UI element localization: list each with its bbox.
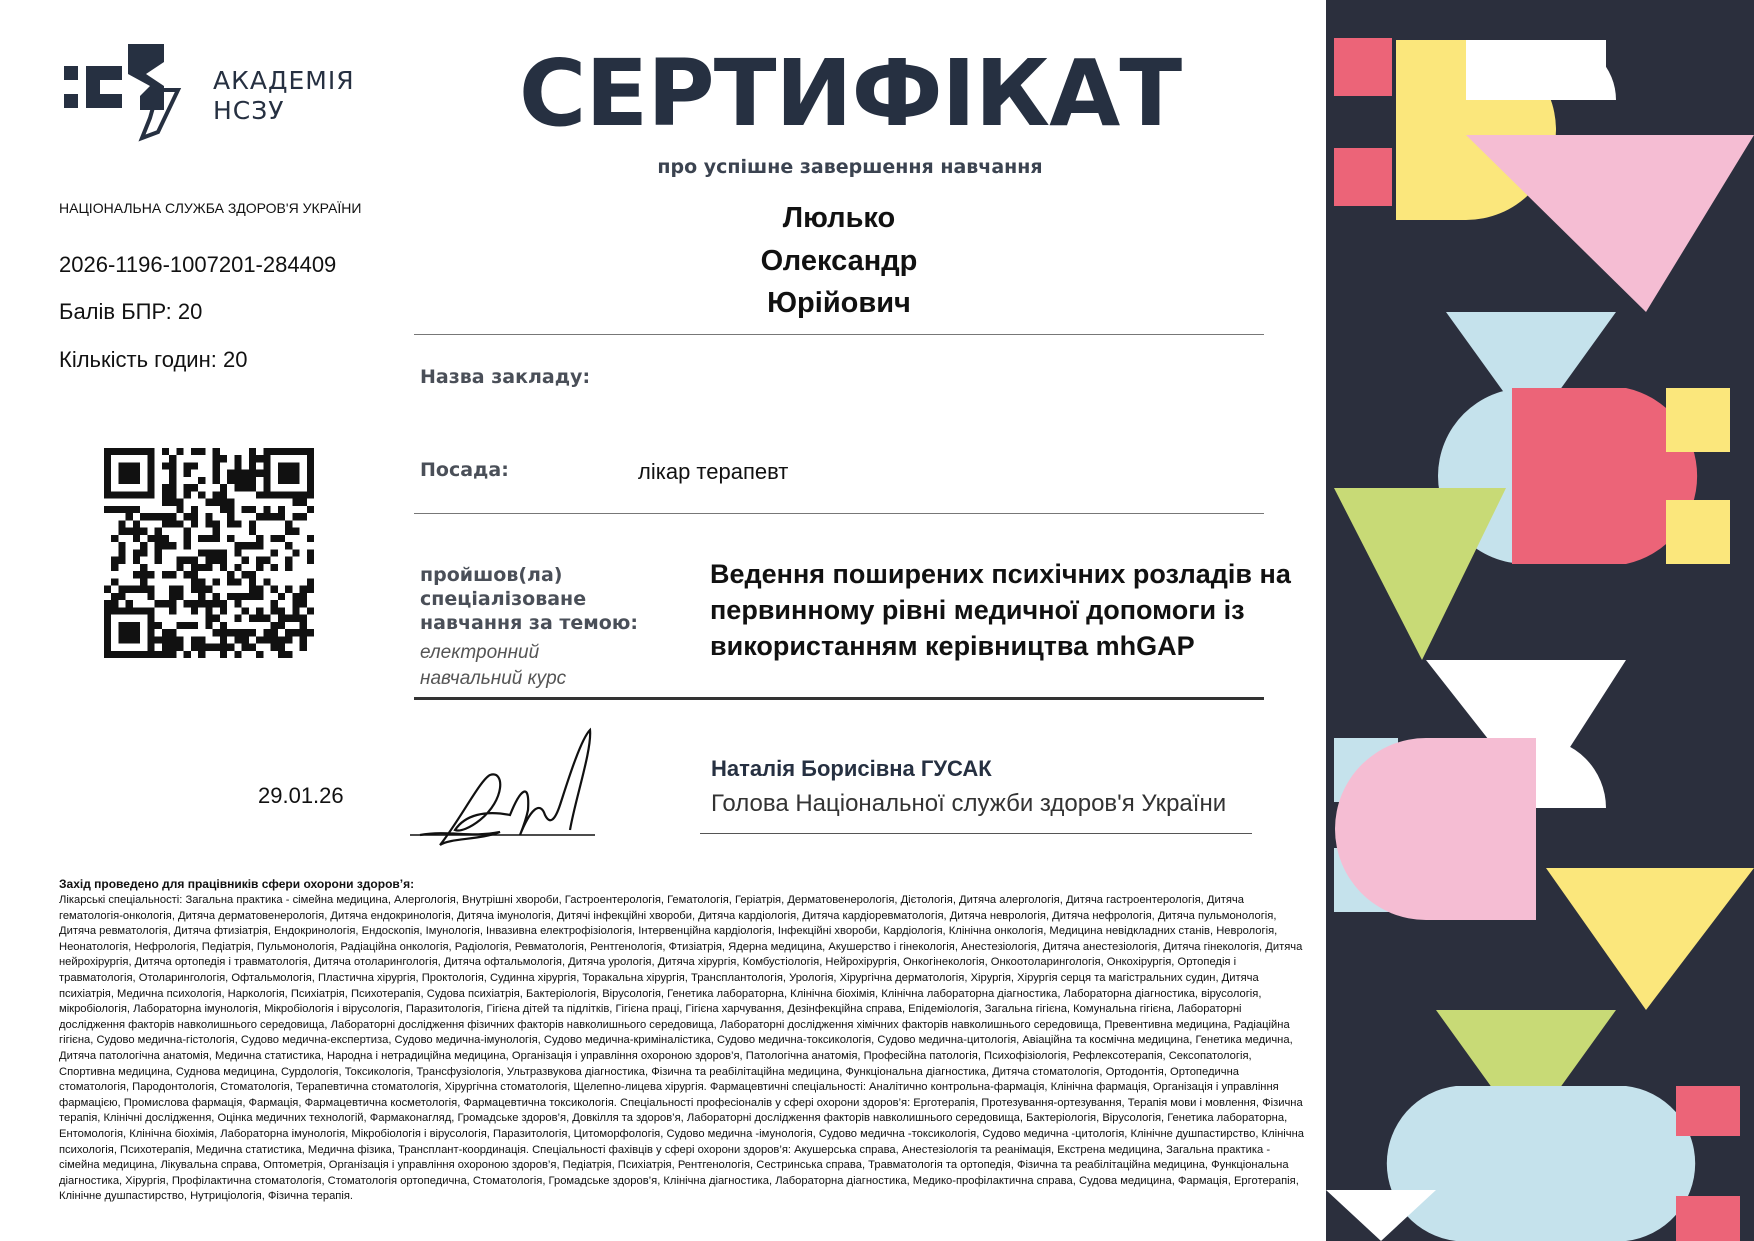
signer-name: Наталія Борисівна ГУСАК [711, 756, 992, 781]
person-patronymic: Юрійович [767, 287, 911, 319]
course-type-line-1: електронний [420, 642, 540, 663]
logo-line-1: АКАДЕМІЯ [213, 66, 355, 95]
qr-code-icon [104, 448, 314, 658]
issue-date: 29.01.26 [258, 783, 344, 808]
signature-icon [410, 720, 640, 860]
certificate-subtitle: про успішне завершення навчання [657, 156, 1043, 178]
hours-label: Кількість годин: 20 [59, 347, 248, 372]
footer-title: Захід проведено для працівників сфери охорони здоров’я: [59, 877, 415, 891]
course-type-line-2: навчальний курс [420, 668, 567, 689]
footer-specialties-text: Лікарські спеціальності: Загальна практика - сімейна медицина, Алергологія, Внутрішні хвороби, Гастроентерологія, Гематологія, Геріатрія, Дерматовенерологія, Дієтологія, Дитяча алергологія, Дитяча гастроентерологія, Дитяча гематологія-онкологія, Дитяча дерматовенерологія, Дитяча ендокринологія, Дитяча імунологія, Дитячі інфекційні хвороби, Дитяча кардіологія, Дитяча кардіоревматологія, Дитяча неврологія, Дитяча нефрологія, Дитяча пульмонологія, Дитяча ревматологія, Дитяча фтизіатрія, Ендокринологія, Ендоскопія, Імунологія, Інвазивна електрофізіологія, Інтервенційна кардіологія, Інфекційні хвороби, Кардіологія, Клінічна онкологія, Медицина невідкладних станів, Неврологія, Неонатологія, Нефрологія, Педіатрія, Пульмонологія, Радіаційна онкологія, Радіологія, Ревматологія, Рентгенологія, Фтизіатрія, Ядерна медицина, Акушерство і гінекологія, Анестезіологія, Дитяча анестезіологія, Дитяча гінекологія, Дитяча нейрохірургія, Дитяча ортопедія і травматологія, Дитяча отоларингологія, Дитяча офтальмологія, Дитяча урологія, Дитяча хірургія, Комбустіологія, Нейрохірургія, Онкогінекологія, Онкоотоларингологія, Онкохірургія, Ортопедія і травматологія, Отоларингологія, Офтальмологія, Пластична хірургія, Проктологія, Судинна хірургія, Торакальна хірургія, Трансплантологія, Урологія, Хірургічна дерматологія, Хірургія, Хірургія серця та магістральних судин, Дитяча психіатрія, Медична психологія, Наркологія, Психіатрія, Психотерапія, Судова психіатрія, Бактеріологія, Вірусологія, Генетика лабораторна, Клінічна біохімія, Клінічна лабораторна діагностика, Лабораторна діагностика, вірусологія, мікробіологія, Лабораторна імунологія, Мікробіологія і вірусологія, Паразитологія, Гігієна дітей та підлітків, Гігієна праці, Гігієна харчування, Дезінфекційна справа, Епідеміологія, Загальна гігієна, Комунальна гігієна, Лабораторні дослідження факторів навколишнього середовища, Лабораторні дослідження фізичних факторів навколишнього середовища, Лабораторні дослідження хімічних факторів навколишнього середовища, Превентивна медицина, Радіаційна гігієна, Судово медична-гістологія, Судово медична-експертиза, Судово медична-імунологія, Судово медична-криміналістика, Судово медична-токсикологія, Судово медична-цитологія, Авіаційна та космічна медицина, Генетика медична, Дитяча патологічна анатомія, Медична статистика, Народна і нетрадиційна медицина, Організація і управління охороною здоров’я, Патологічна анатомія, Професійна патологія, Психофізіологія, Рефлексотерапія, Сексопатологія, Спортивна медицина, Суднова медицина, Сурдологія, Токсикологія, Трансфузіологія, Ультразвукова діагностика, Фізична та реабілітаційна медицина, Функціональна діагностика, Дитяча стоматологія, Ортодонтія, Ортопедична стоматологія, Пародонтологія, Стоматологія, Терапевтична стоматологія, Хірургічна стоматологія, Щелепно-лицева хірургія. Фармацевтичні спеціальності: Аналітично контрольна-фармація, Клінічна фармація, Організація і управління фармацією, Промислова фармація, Фармація, Фармацевтична косметологія, Фармацевтична токсикологія. Спеціальності професіоналів у сфері охорони здоров’я: Ерготерапія, Протезування-ортезування, Терапія мови і мовлення, Фізична терапія, Клінічні дослідження, Оцінка медичних технологій, Фармаконагляд, Громадське здоров’я, Довкілля та здоров’я, Лабораторні дослідження факторів навколишнього середовища, Бактеріологія, Вірусологія, Генетика лабораторна, Ентомологія, Клінічна біохімія, Лабораторна імунологія, Мікробіологія і вірусологія, Паразитологія, Цитоморфологія, Судово медична -імунологія, Судово медична -токсикологія, Судово медична -цитологія, Клінічне душпастирство, Клінічна психологія, Психотерапія, Медична статистика, Медична фізика, Трансплант-координація. Спеціальності фахівців у сфері охорони здоров’я: Акушерська справа, Анестезіологія та реанімація, Екстрена медицина, Загальна практика - сімейна медицина, Лікувальна справа, Оптометрія, Організація і управління охороною здоров’я, Педіатрія, Психіатрія, Рентгенологія, Сестринська справа, Травматологія та ортопедія, Фізична та реабілітаційна медицина, Функціональна діагностика, Хірургія, Профілактична стоматологія, Стоматологія ортопедична, Стоматологія, Громадське здоров’я, Клінічна діагностика, Лабораторна діагностика, Медико-профілактична справа, Судова медицина, Фармація, Ерготерапія, Клінічне душпастирство, Нутриціологія, Фізична терапія. [59, 894, 1304, 1203]
course-topic: Ведення поширених психічних розладів на первинному рівні медичної допомоги із використанням керівництва mhGAP [710, 559, 1291, 661]
position-value: лікар терапевт [638, 459, 789, 484]
position-label: Посада: [420, 459, 509, 481]
certificate-number: 2026-1196-1007201-284409 [59, 252, 337, 277]
course-label-line-3: навчання за темою: [420, 612, 638, 634]
course-label-line-1: пройшов(ла) [420, 564, 563, 586]
academy-logo-text [213, 66, 355, 126]
certificate-title: СЕРТИФІКАТ [518, 40, 1182, 147]
person-last-name: Люлько [782, 202, 896, 234]
signer-position: Голова Національної служби здоров'я України [711, 790, 1227, 817]
points-label: Балів БПР: 20 [59, 299, 203, 324]
decorative-pattern-icon [1326, 0, 1754, 1241]
divider [414, 697, 1264, 700]
person-first-name: Олександр [760, 245, 918, 277]
course-label-line-2: спеціалізоване [420, 588, 587, 610]
institution-label: Назва закладу: [420, 366, 591, 388]
signature-line [700, 833, 1252, 834]
divider [414, 334, 1264, 335]
divider [414, 513, 1264, 514]
logo-line-2: НСЗУ [213, 96, 285, 125]
organization-name: НАЦІОНАЛЬНА СЛУЖБА ЗДОРОВ'Я УКРАЇНИ [59, 200, 362, 216]
